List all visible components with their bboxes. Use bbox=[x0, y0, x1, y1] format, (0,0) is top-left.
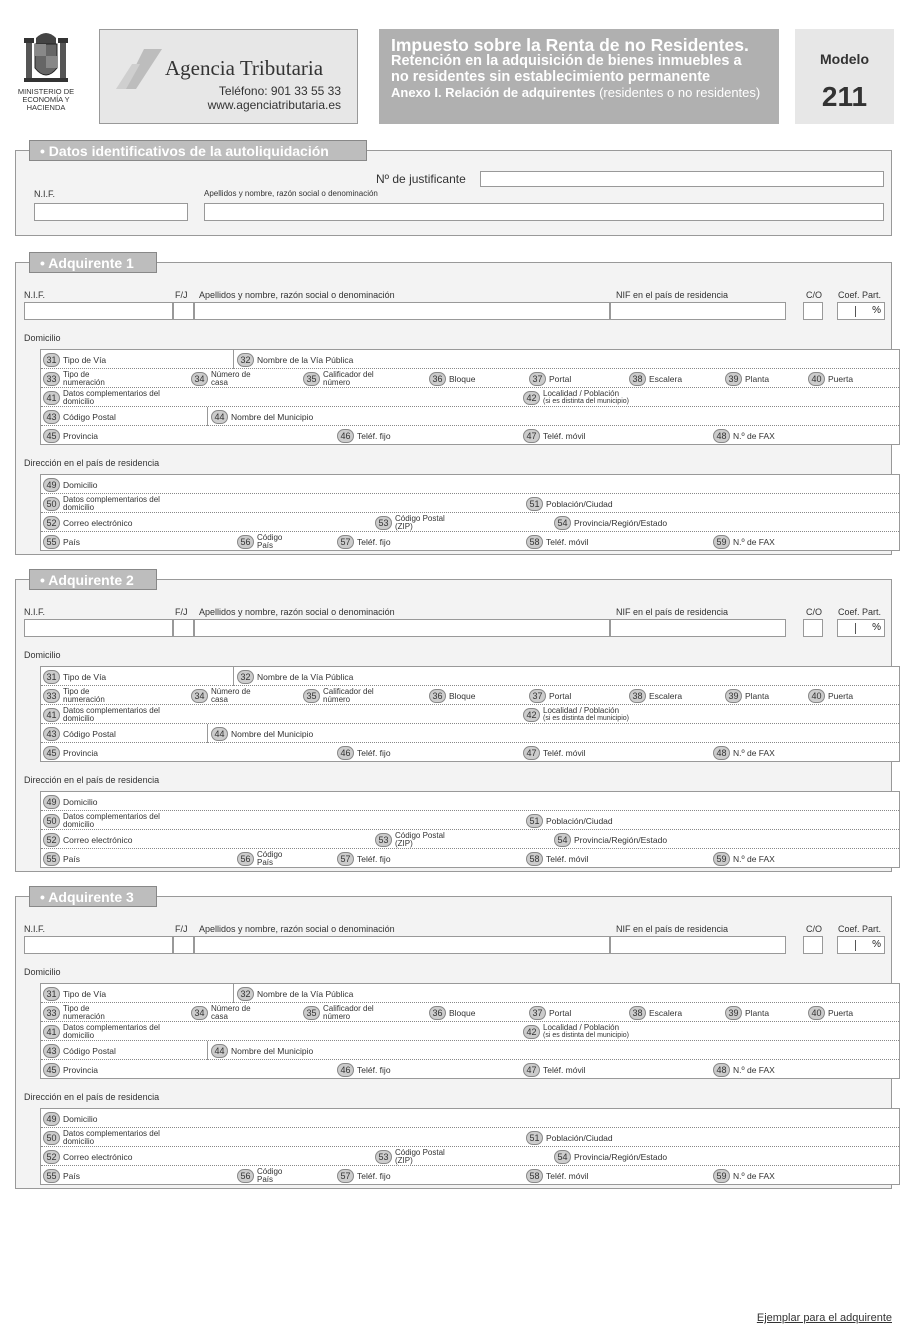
co-input[interactable] bbox=[803, 936, 823, 954]
field-number: 51 bbox=[526, 497, 543, 511]
agency-box bbox=[99, 29, 358, 124]
field-number: 41 bbox=[43, 1025, 60, 1039]
fj-label: F/J bbox=[175, 607, 188, 617]
co-label: C/O bbox=[806, 290, 823, 300]
coef-input[interactable] bbox=[837, 936, 885, 954]
field-number: 49 bbox=[43, 1112, 60, 1126]
coef-input[interactable] bbox=[837, 302, 885, 320]
field-number: 53 bbox=[375, 833, 392, 847]
nif-input[interactable] bbox=[34, 203, 188, 221]
field-number: 55 bbox=[43, 1169, 60, 1183]
field-number: 52 bbox=[43, 516, 60, 530]
form-title bbox=[379, 29, 779, 124]
co-label: C/O bbox=[806, 924, 823, 934]
co-label: C/O bbox=[806, 607, 823, 617]
nombre-input[interactable] bbox=[194, 936, 610, 954]
direccion-row: 50 Datos complementarios del domicilio 51 Población/Ciudad bbox=[41, 811, 899, 830]
domicilio-row: 31 Tipo de Vía 32 Nombre de la Vía Pública bbox=[41, 667, 899, 686]
coef-label: Coef. Part. bbox=[838, 290, 882, 300]
field-number: 44 bbox=[211, 727, 228, 741]
field-number: 54 bbox=[554, 1150, 571, 1164]
field-number: 33 bbox=[43, 372, 60, 386]
field-number: 57 bbox=[337, 1169, 354, 1183]
justificante-label: Nº de justificante bbox=[376, 172, 466, 186]
field-number: 34 bbox=[191, 689, 208, 703]
domicilio-row: 41 Datos complementarios del domicilio 42 Localidad / Población (si es distinta del municipio) bbox=[41, 705, 899, 724]
nombre-input[interactable] bbox=[194, 619, 610, 637]
field-number: 32 bbox=[237, 987, 254, 1001]
domicilio-row: 45 Provincia 46 Teléf. fijo 47 Teléf. móvil 48 N.º de FAX bbox=[41, 426, 899, 445]
nombre-label: Apellidos y nombre, razón social o denominación bbox=[199, 607, 395, 617]
field-number: 45 bbox=[43, 1063, 60, 1077]
direccion-row: 50 Datos complementarios del domicilio 51 Población/Ciudad bbox=[41, 494, 899, 513]
field-number: 38 bbox=[629, 372, 646, 386]
field-number: 59 bbox=[713, 852, 730, 866]
direccion-label: Dirección en el país de residencia bbox=[24, 775, 160, 785]
footer-note[interactable]: Ejemplar para el adquirente bbox=[756, 1312, 892, 1324]
field-number: 41 bbox=[43, 708, 60, 722]
title-line-4-note: (residentes o no residentes) bbox=[599, 85, 761, 100]
adquirente-2-tab: • Adquirente 2 bbox=[29, 569, 157, 590]
field-number: 54 bbox=[554, 833, 571, 847]
agency-name: Agencia Tributaria bbox=[165, 56, 324, 80]
nif-pais-input[interactable] bbox=[610, 302, 786, 320]
field-number: 38 bbox=[629, 1006, 646, 1020]
field-number: 52 bbox=[43, 1150, 60, 1164]
domicilio-row: 33 Tipo de numeración 34 Número de casa 35 Calificador del número 36 Bloque 37 Portal 38 Escalera 39 Planta 40 Puerta bbox=[41, 686, 899, 705]
title-line-2: Retención en la adquisición de bienes inmuebles a bbox=[391, 53, 742, 69]
agency-phone: Teléfono: 901 33 55 33 bbox=[218, 84, 341, 98]
title-line-1: Impuesto sobre la Renta de no Residentes. bbox=[391, 35, 749, 55]
field-number: 58 bbox=[526, 535, 543, 549]
field-number: 40 bbox=[808, 1006, 825, 1020]
field-number: 44 bbox=[211, 1044, 228, 1058]
percent-sign: % bbox=[872, 622, 881, 633]
field-number: 39 bbox=[725, 689, 742, 703]
datos-identificativos-section bbox=[15, 150, 892, 236]
coef-label: Coef. Part. bbox=[838, 607, 882, 617]
agency-web[interactable]: www.agenciatributaria.es bbox=[207, 98, 341, 112]
field-number: 53 bbox=[375, 516, 392, 530]
field-number: 31 bbox=[43, 670, 60, 684]
field-number: 36 bbox=[429, 1006, 446, 1020]
nif-pais-label: NIF en el país de residencia bbox=[616, 607, 729, 617]
nif-input[interactable] bbox=[24, 936, 173, 954]
nif-input[interactable] bbox=[24, 619, 173, 637]
field-number: 51 bbox=[526, 1131, 543, 1145]
co-input[interactable] bbox=[803, 302, 823, 320]
field-number: 43 bbox=[43, 1044, 60, 1058]
nif-label: N.I.F. bbox=[24, 924, 46, 934]
field-number: 32 bbox=[237, 353, 254, 367]
field-number: 50 bbox=[43, 814, 60, 828]
field-number: 37 bbox=[529, 372, 546, 386]
direccion-label: Dirección en el país de residencia bbox=[24, 1092, 160, 1102]
field-number: 34 bbox=[191, 372, 208, 386]
nombre-input[interactable] bbox=[194, 302, 610, 320]
direccion-label: Dirección en el país de residencia bbox=[24, 458, 160, 468]
adquirente-3-tab: • Adquirente 3 bbox=[29, 886, 157, 907]
field-number: 52 bbox=[43, 833, 60, 847]
adquirente-2-section bbox=[15, 579, 892, 872]
field-number: 48 bbox=[713, 429, 730, 443]
nif-pais-input[interactable] bbox=[610, 936, 786, 954]
domicilio-row: 41 Datos complementarios del domicilio 42 Localidad / Población (si es distinta del municipio) bbox=[41, 1022, 899, 1041]
field-number: 37 bbox=[529, 689, 546, 703]
field-number: 33 bbox=[43, 1006, 60, 1020]
model-number: 211 bbox=[821, 81, 868, 112]
field-number: 54 bbox=[554, 516, 571, 530]
field-number: 56 bbox=[237, 852, 254, 866]
direccion-row: 52 Correo electrónico 53 Código Postal (ZIP) 54 Provincia/Región/Estado bbox=[41, 830, 899, 849]
datos-identificativos-tab: • Datos identificativos de la autoliquidación bbox=[29, 140, 367, 161]
coef-input[interactable] bbox=[837, 619, 885, 637]
domicilio-row: 43 Código Postal 44 Nombre del Municipio bbox=[41, 724, 899, 743]
adquirente-3-section bbox=[15, 896, 892, 1189]
field-number: 39 bbox=[725, 372, 742, 386]
nombre-label: Apellidos y nombre, razón social o denominación bbox=[199, 290, 395, 300]
fj-label: F/J bbox=[175, 290, 188, 300]
domicilio-row: 43 Código Postal 44 Nombre del Municipio bbox=[41, 1041, 899, 1060]
field-number: 58 bbox=[526, 1169, 543, 1183]
ministry-logo bbox=[14, 28, 78, 123]
field-number: 47 bbox=[523, 429, 540, 443]
domicilio-row: 41 Datos complementarios del domicilio 42 Localidad / Población (si es distinta del municipio) bbox=[41, 388, 899, 407]
nombre-label: Apellidos y nombre, razón social o denominación bbox=[199, 924, 395, 934]
coef-label: Coef. Part. bbox=[838, 924, 882, 934]
nif-label: N.I.F. bbox=[24, 607, 46, 617]
percent-sign: % bbox=[872, 939, 881, 950]
domicilio-label: Domicilio bbox=[24, 333, 61, 343]
adquirente-title: Adquirente 2 bbox=[48, 572, 134, 588]
model-label: Modelo bbox=[820, 51, 869, 67]
field-number: 40 bbox=[808, 689, 825, 703]
ministry-name: MINISTERIO DE ECONOMÍA Y HACIENDA bbox=[17, 87, 75, 112]
field-number: 48 bbox=[713, 746, 730, 760]
domicilio-row: 45 Provincia 46 Teléf. fijo 47 Teléf. móvil 48 N.º de FAX bbox=[41, 1060, 899, 1079]
field-number: 53 bbox=[375, 1150, 392, 1164]
domicilio-label: Domicilio bbox=[24, 967, 61, 977]
direccion-panel bbox=[40, 791, 900, 868]
fj-input[interactable] bbox=[173, 302, 194, 320]
direccion-row: 52 Correo electrónico 53 Código Postal (ZIP) 54 Provincia/Región/Estado bbox=[41, 513, 899, 532]
field-number: 47 bbox=[523, 746, 540, 760]
direccion-panel bbox=[40, 474, 900, 551]
field-number: 45 bbox=[43, 429, 60, 443]
field-number: 46 bbox=[337, 746, 354, 760]
field-number: 59 bbox=[713, 535, 730, 549]
adquirente-1-section bbox=[15, 262, 892, 555]
direccion-panel bbox=[40, 1108, 900, 1185]
field-number: 35 bbox=[303, 1006, 320, 1020]
field-number: 59 bbox=[713, 1169, 730, 1183]
percent-sign: % bbox=[872, 305, 881, 316]
nif-pais-label: NIF en el país de residencia bbox=[616, 924, 729, 934]
domicilio-row: 45 Provincia 46 Teléf. fijo 47 Teléf. móvil 48 N.º de FAX bbox=[41, 743, 899, 762]
field-number: 58 bbox=[526, 852, 543, 866]
field-number: 35 bbox=[303, 372, 320, 386]
field-number: 34 bbox=[191, 1006, 208, 1020]
adquirente-title: Adquirente 3 bbox=[48, 889, 134, 905]
domicilio-panel bbox=[40, 666, 900, 762]
field-number: 42 bbox=[523, 708, 540, 722]
field-number: 49 bbox=[43, 795, 60, 809]
nif-pais-label: NIF en el país de residencia bbox=[616, 290, 729, 300]
field-number: 55 bbox=[43, 852, 60, 866]
field-number: 46 bbox=[337, 1063, 354, 1077]
domicilio-row: 43 Código Postal 44 Nombre del Municipio bbox=[41, 407, 899, 426]
field-number: 32 bbox=[237, 670, 254, 684]
field-number: 37 bbox=[529, 1006, 546, 1020]
co-input[interactable] bbox=[803, 619, 823, 637]
adquirente-1-tab: • Adquirente 1 bbox=[29, 252, 157, 273]
field-number: 35 bbox=[303, 689, 320, 703]
field-number: 56 bbox=[237, 1169, 254, 1183]
domicilio-panel bbox=[40, 983, 900, 1079]
domicilio-row: 31 Tipo de Vía 32 Nombre de la Vía Pública bbox=[41, 984, 899, 1003]
field-number: 47 bbox=[523, 1063, 540, 1077]
fj-input[interactable] bbox=[173, 936, 194, 954]
direccion-row: 52 Correo electrónico 53 Código Postal (ZIP) 54 Provincia/Región/Estado bbox=[41, 1147, 899, 1166]
direccion-row: 55 País 56 Código País 57 Teléf. fijo 58 Teléf. móvil 59 N.º de FAX bbox=[41, 1166, 899, 1185]
direccion-row: 50 Datos complementarios del domicilio 51 Población/Ciudad bbox=[41, 1128, 899, 1147]
field-number: 55 bbox=[43, 535, 60, 549]
domicilio-row: 33 Tipo de numeración 34 Número de casa 35 Calificador del número 36 Bloque 37 Portal 38 Escalera 39 Planta 40 Puerta bbox=[41, 1003, 899, 1022]
nif-label: N.I.F. bbox=[24, 290, 46, 300]
field-number: 38 bbox=[629, 689, 646, 703]
domicilio-label: Domicilio bbox=[24, 650, 61, 660]
field-number: 57 bbox=[337, 535, 354, 549]
field-number: 57 bbox=[337, 852, 354, 866]
field-number: 36 bbox=[429, 372, 446, 386]
field-number: 50 bbox=[43, 1131, 60, 1145]
coat-of-arms-icon bbox=[24, 28, 68, 86]
fj-input[interactable] bbox=[173, 619, 194, 637]
field-number: 40 bbox=[808, 372, 825, 386]
field-number: 45 bbox=[43, 746, 60, 760]
field-number: 36 bbox=[429, 689, 446, 703]
field-number: 33 bbox=[43, 689, 60, 703]
field-number: 43 bbox=[43, 727, 60, 741]
nombre-label: Apellidos y nombre, razón social o denominación bbox=[204, 189, 378, 198]
field-number: 31 bbox=[43, 353, 60, 367]
direccion-row: 55 País 56 Código País 57 Teléf. fijo 58 Teléf. móvil 59 N.º de FAX bbox=[41, 849, 899, 868]
direccion-row: 49 Domicilio bbox=[41, 475, 899, 494]
field-number: 44 bbox=[211, 410, 228, 424]
field-number: 48 bbox=[713, 1063, 730, 1077]
field-number: 51 bbox=[526, 814, 543, 828]
domicilio-row: 31 Tipo de Vía 32 Nombre de la Vía Pública bbox=[41, 350, 899, 369]
field-number: 49 bbox=[43, 478, 60, 492]
field-number: 42 bbox=[523, 391, 540, 405]
field-number: 46 bbox=[337, 429, 354, 443]
field-number: 43 bbox=[43, 410, 60, 424]
direccion-row: 49 Domicilio bbox=[41, 792, 899, 811]
title-line-3: no residentes sin establecimiento permanente bbox=[391, 69, 711, 85]
agency-logo-icon bbox=[114, 44, 164, 94]
field-number: 41 bbox=[43, 391, 60, 405]
fj-label: F/J bbox=[175, 924, 188, 934]
nombre-input[interactable] bbox=[204, 203, 884, 221]
nif-input[interactable] bbox=[24, 302, 173, 320]
nif-pais-input[interactable] bbox=[610, 619, 786, 637]
nif-label: N.I.F. bbox=[34, 189, 56, 199]
field-number: 31 bbox=[43, 987, 60, 1001]
title-line-4: Anexo I. Relación de adquirentes bbox=[391, 85, 596, 100]
field-number: 39 bbox=[725, 1006, 742, 1020]
model-box bbox=[795, 29, 894, 124]
direccion-row: 49 Domicilio bbox=[41, 1109, 899, 1128]
justificante-input[interactable] bbox=[480, 171, 884, 187]
direccion-row: 55 País 56 Código País 57 Teléf. fijo 58 Teléf. móvil 59 N.º de FAX bbox=[41, 532, 899, 551]
field-number: 50 bbox=[43, 497, 60, 511]
adquirente-title: Adquirente 1 bbox=[48, 255, 134, 271]
domicilio-row: 33 Tipo de numeración 34 Número de casa 35 Calificador del número 36 Bloque 37 Portal 38 Escalera 39 Planta 40 Puerta bbox=[41, 369, 899, 388]
field-number: 42 bbox=[523, 1025, 540, 1039]
field-number: 56 bbox=[237, 535, 254, 549]
domicilio-panel bbox=[40, 349, 900, 445]
